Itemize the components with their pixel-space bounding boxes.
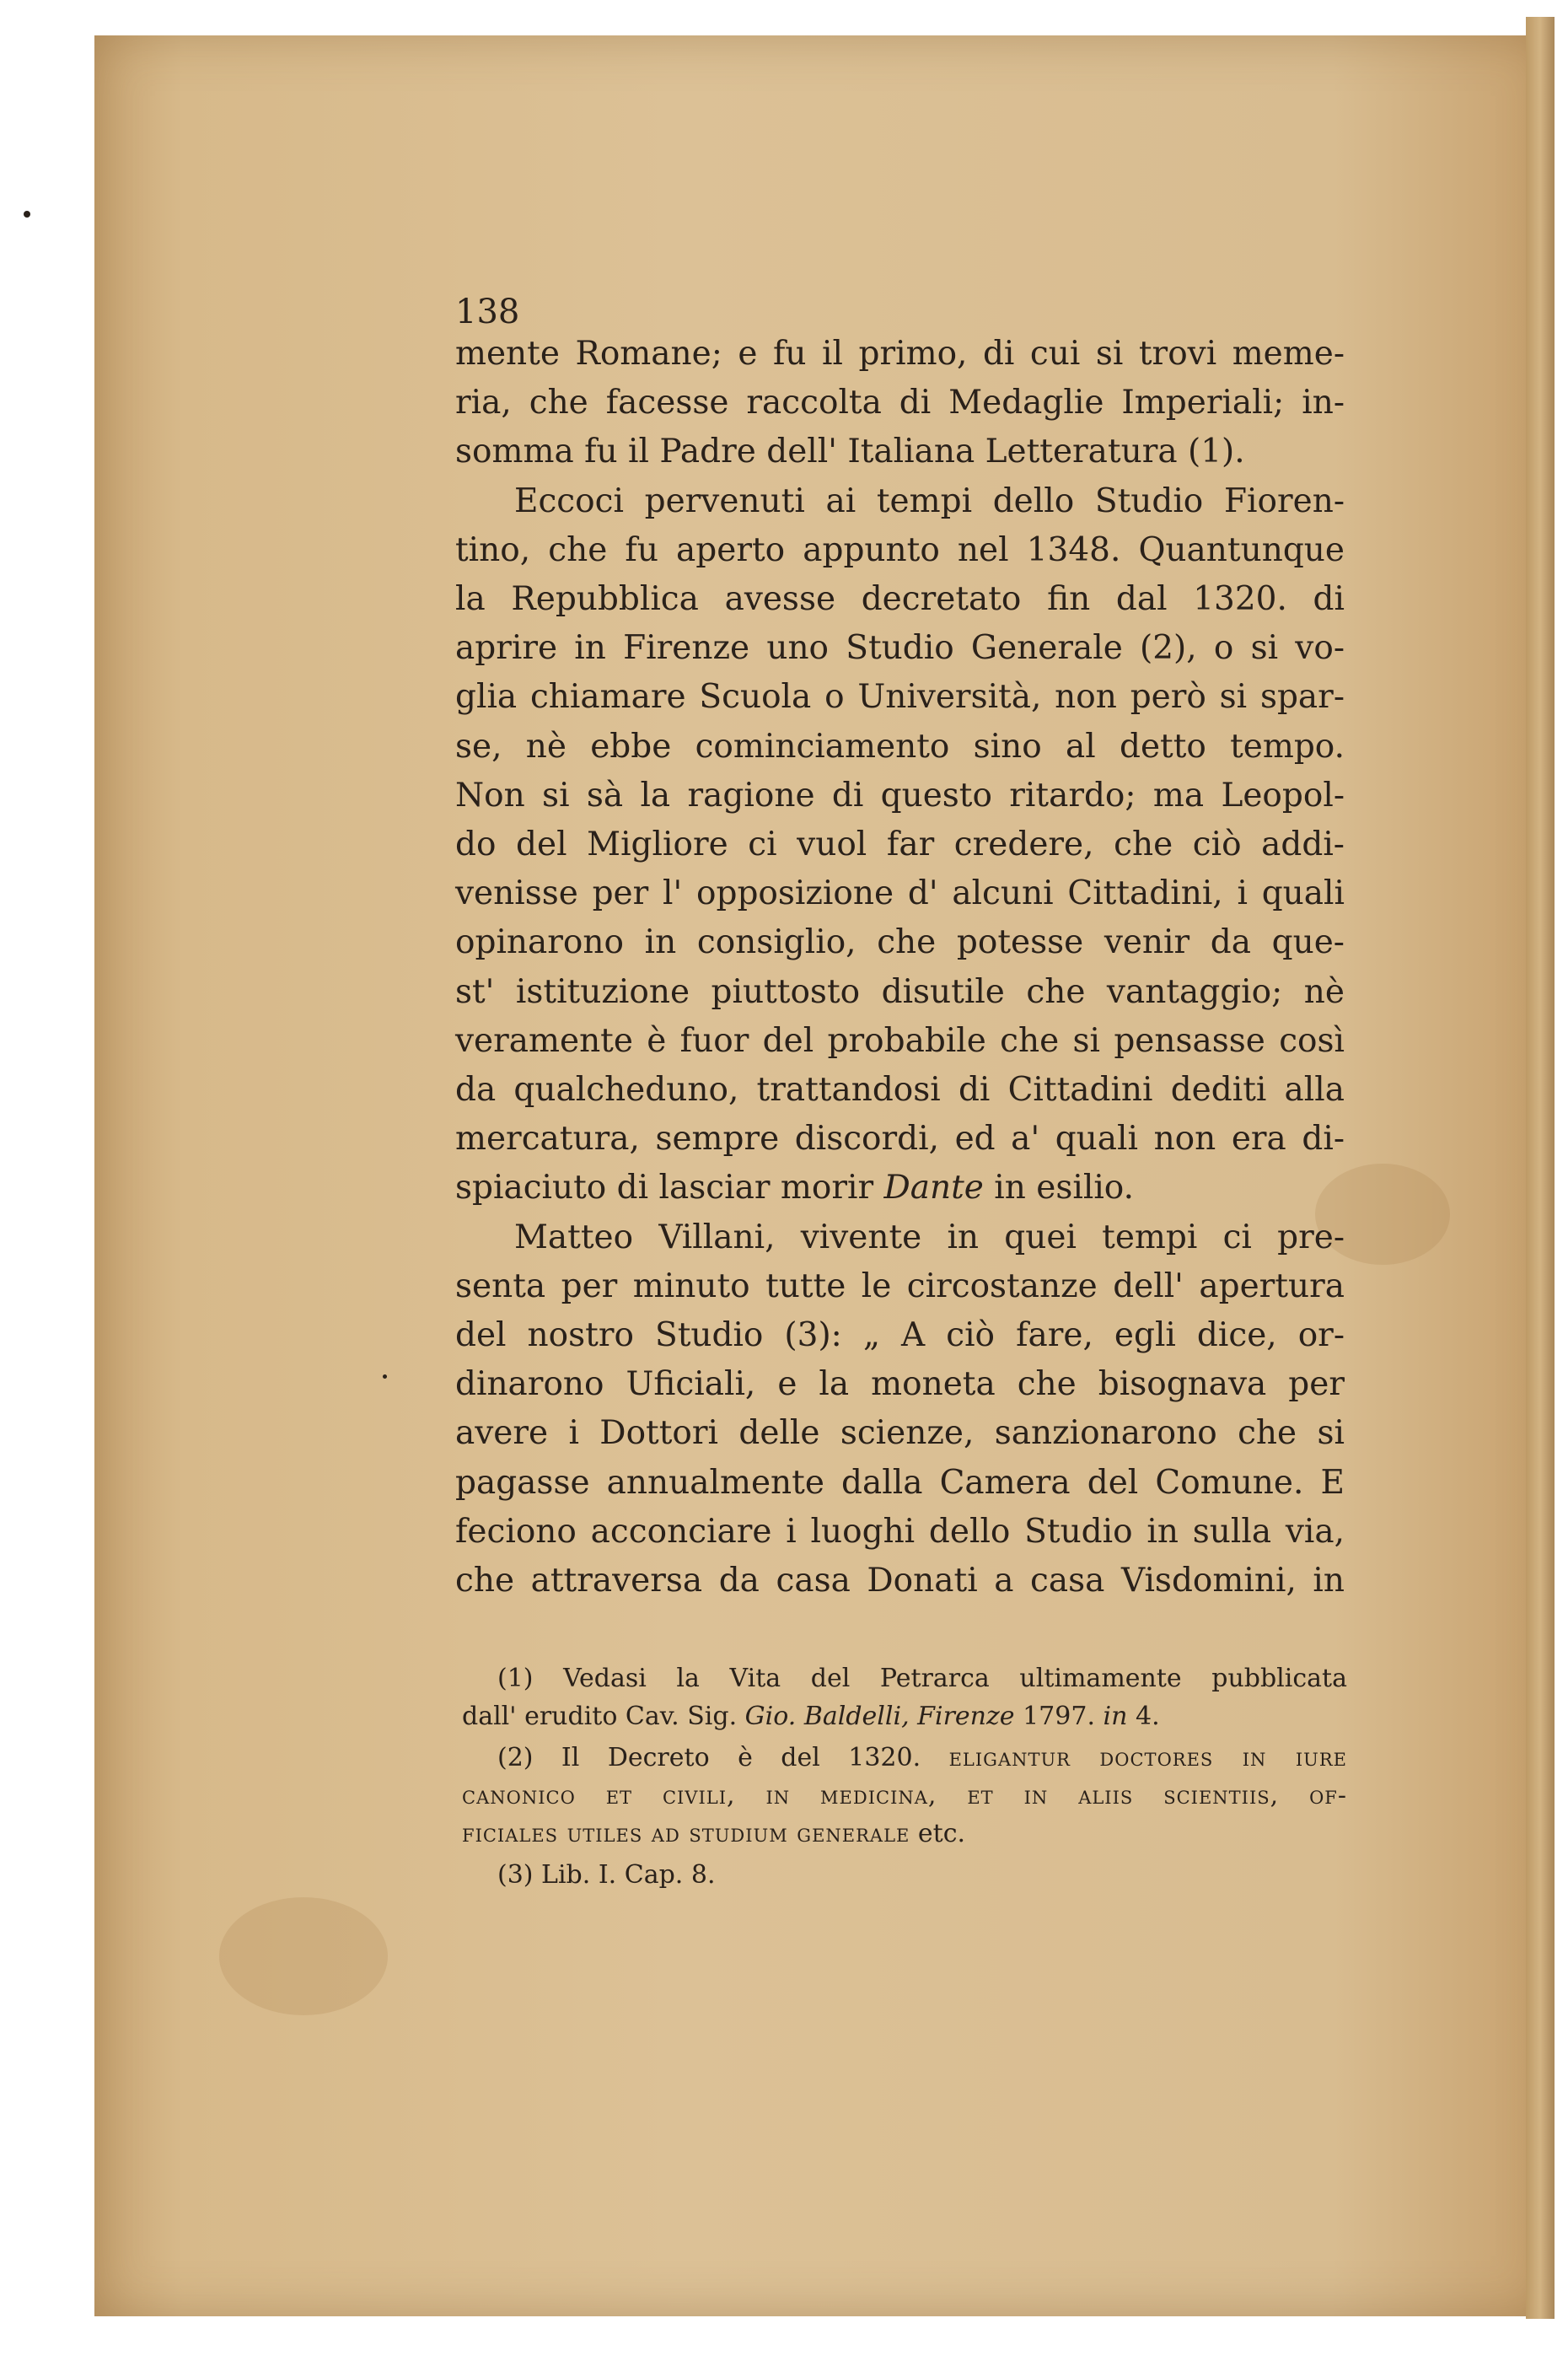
text-run: Eccoci pervenuti ai tempi dello Studio Fioren- [514, 481, 1345, 520]
text-line [455, 526, 1345, 575]
text-line [455, 820, 1345, 869]
italic-run: Gio. Baldelli, Firenze [744, 1702, 1015, 1731]
text-line [455, 1360, 1345, 1409]
smallcaps-run: canonico et civili, in medicina, et in aliis scientiis, of- [462, 1781, 1347, 1810]
text-run: 1797. [1014, 1702, 1104, 1731]
page-number: 138 [455, 293, 520, 331]
text-line [455, 330, 1345, 379]
text-run: st' istituzione piuttosto disutile che vantaggio; nè [455, 972, 1345, 1011]
footnote-line [462, 1777, 1347, 1815]
footnote [462, 1659, 1347, 1735]
footnotes [462, 1659, 1347, 1897]
text-run: venisse per l' opposizione d' alcuni Cittadini, i quali [455, 874, 1345, 913]
text-line [455, 1459, 1345, 1508]
text-line [455, 1115, 1345, 1164]
text-line [455, 918, 1345, 967]
text-line [455, 869, 1345, 918]
text-line [455, 723, 1345, 772]
footnote-line [462, 1659, 1347, 1697]
text-run: pagasse annualmente dalla Camera del Comune. E [455, 1463, 1345, 1502]
text-line [455, 1311, 1345, 1360]
text-run: in esilio. [983, 1169, 1134, 1207]
text-run: dinarono Uficiali, e la moneta che bisognava per [455, 1365, 1345, 1404]
smallcaps-run: eligantur doctores in iure [948, 1743, 1347, 1772]
footnote-line [462, 1739, 1347, 1777]
text-run: Matteo Villani, vivente in quei tempi ci pre- [514, 1218, 1345, 1256]
text-run: 4. [1127, 1702, 1160, 1731]
text-run: (3) Lib. I. Cap. 8. [497, 1860, 716, 1890]
text-line [455, 575, 1345, 624]
text-run: ria, che facesse raccolta di Medaglie Imperiali; in- [455, 384, 1345, 422]
footnote [462, 1856, 1347, 1894]
text-run: glia chiamare Scuola o Università, non però si spar- [455, 678, 1345, 717]
text-run: feciono acconciare i luoghi dello Studio in sulla via, [455, 1512, 1345, 1551]
text-line [455, 1213, 1345, 1262]
ink-speck [24, 211, 30, 218]
text-run: avere i Dottori delle scienze, sanzionarono che si [455, 1414, 1345, 1453]
italic-run: Dante [883, 1169, 984, 1207]
text-line [455, 624, 1345, 673]
text-run: opinarono in consiglio, che potesse venir da que- [455, 923, 1345, 962]
text-line [455, 1262, 1345, 1311]
text-run: aprire in Firenze uno Studio Generale (2), o si vo- [455, 629, 1345, 668]
footnote-line [462, 1697, 1347, 1735]
text-run: che attraversa da casa Donati a casa Visdomini, in [455, 1562, 1345, 1600]
ink-speck [383, 1374, 387, 1379]
text-run: somma fu il Padre dell' Italiana Letteratura (1). [455, 433, 1245, 471]
text-line [455, 1409, 1345, 1458]
text-line [455, 673, 1345, 722]
text-run: etc. [910, 1819, 966, 1848]
text-line [455, 968, 1345, 1017]
italic-run: in [1103, 1702, 1128, 1731]
main-text [455, 291, 1345, 1605]
text-line [455, 1017, 1345, 1066]
text-run: mercatura, sempre discordi, ed a' quali non era di- [455, 1120, 1345, 1159]
footnote [462, 1739, 1347, 1853]
text-run: Non si sà la ragione di questo ritardo; ma Leopol- [455, 776, 1345, 815]
text-run: da qualcheduno, trattandosi di Cittadini dediti alla [455, 1071, 1345, 1110]
text-run: mente Romane; e fu il primo, di cui si trovi meme- [455, 335, 1345, 373]
text-run: la Repubblica avesse decretato fin dal 1320. di [455, 580, 1345, 619]
text-line [455, 477, 1345, 526]
text-run: del nostro Studio (3): „ A ciò fare, egli dice, or- [455, 1316, 1345, 1355]
paper-stain [219, 1897, 388, 2015]
text-run: se, nè ebbe cominciamento sino al detto tempo. [455, 727, 1345, 766]
text-line [455, 1508, 1345, 1557]
text-run: (1) Vedasi la Vita del Petrarca ultimamente pubblicata [497, 1664, 1347, 1693]
text-run: do del Migliore ci vuol far credere, che ciò addi- [455, 826, 1345, 864]
text-line [455, 1066, 1345, 1115]
text-line [455, 1557, 1345, 1605]
text-line [455, 379, 1345, 428]
footnote-line [462, 1856, 1347, 1894]
text-line [455, 428, 1345, 476]
text-run: spiaciuto di lasciar morir [455, 1169, 884, 1207]
text-line [455, 772, 1345, 820]
text-run: tino, che fu aperto appunto nel 1348. Quantunque [455, 530, 1345, 569]
text-line [455, 1164, 1345, 1213]
text-run: senta per minuto tutte le circostanze dell' apertura [455, 1267, 1345, 1305]
text-run: (2) Il Decreto è del 1320. [497, 1743, 949, 1772]
text-run: dall' erudito Cav. Sig. [462, 1702, 745, 1731]
paper-edge [1526, 17, 1555, 2319]
body-lines [455, 330, 1345, 1605]
smallcaps-run: ficiales utiles ad studium generale [462, 1819, 910, 1848]
footnote-line [462, 1815, 1347, 1853]
text-run: veramente è fuor del probabile che si pensasse così [455, 1021, 1345, 1060]
